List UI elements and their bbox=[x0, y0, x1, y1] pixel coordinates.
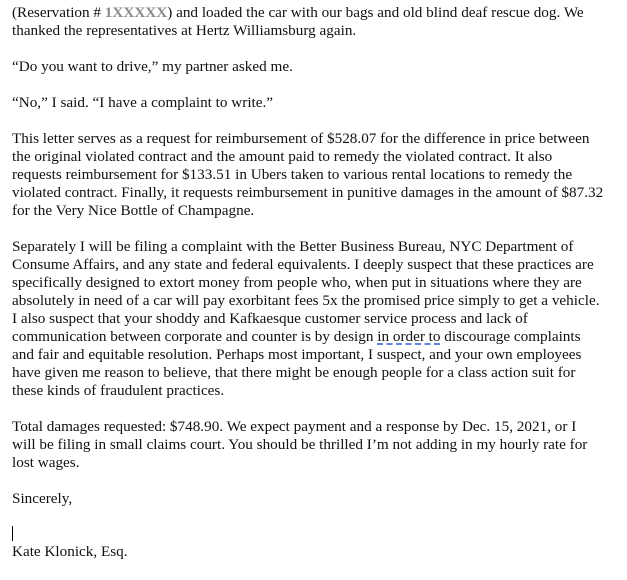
text-line bbox=[12, 328, 617, 346]
text-line: these kinds of fraudulent practices. bbox=[12, 382, 225, 399]
text-line: I also suspect that your shoddy and Kafkaesque customer service process and lack of bbox=[12, 310, 528, 327]
text-line: Consume Affairs, and any state and federal equivalents. I deeply suspect that these practices are bbox=[12, 256, 594, 273]
text-line: thanked the representatives at Hertz Williamsburg again. bbox=[12, 22, 357, 39]
text-cursor bbox=[12, 526, 13, 541]
text-line: violated contract. Finally, it requests reimbursement in punitive damages in the amount of $87.32 bbox=[12, 184, 604, 201]
text-line: “No,” I said. “I have a complaint to write.” bbox=[12, 94, 274, 111]
text-line: “Do you want to drive,” my partner asked me. bbox=[12, 58, 293, 75]
paragraph-dialogue-complaint bbox=[12, 94, 617, 112]
text-line bbox=[12, 4, 617, 22]
text-line: Total damages requested: $748.90. We expect payment and a response by Dec. 15, 2021, or I bbox=[12, 418, 577, 435]
paragraph-total-damages bbox=[12, 418, 617, 472]
closing bbox=[12, 490, 617, 508]
text-run: discourage complaints bbox=[440, 328, 581, 345]
text-line: specifically designed to extort money from people who, when put in situations where they are bbox=[12, 274, 582, 291]
paragraph-reimbursement-request bbox=[12, 130, 617, 220]
text-line: will be filing in small claims court. You should be thrilled I’m not adding in my hourly rate for bbox=[12, 436, 588, 453]
text-line: lost wages. bbox=[12, 454, 80, 471]
closing-text: Sincerely, bbox=[12, 490, 73, 507]
grammar-suggestion-underline[interactable]: in order to bbox=[377, 328, 441, 345]
text-line: Separately I will be filing a complaint with the Better Business Bureau, NYC Department of bbox=[12, 238, 574, 255]
text-line: absolutely in need of a car will pay exorbitant fees 5x the promised price simply to get a vehicle. bbox=[12, 292, 600, 309]
text-line: requests reimbursement for $133.51 in Ubers taken to various rental locations to remedy the bbox=[12, 166, 573, 183]
signature-block bbox=[12, 543, 617, 561]
signature-name: Kate Klonick, Esq. bbox=[12, 543, 128, 560]
paragraph-complaint-filing bbox=[12, 238, 617, 400]
text-run: (Reservation # bbox=[12, 4, 105, 21]
text-run: ) and loaded the car with our bags and old blind deaf rescue dog. We bbox=[167, 4, 584, 21]
redacted-reservation-number: 1XXXXX bbox=[104, 4, 168, 21]
paragraph-reservation bbox=[12, 4, 617, 40]
text-line: the original violated contract and the amount paid to remedy the violated contract. It also bbox=[12, 148, 553, 165]
text-line: have given me reason to believe, that there might be enough people for a class action suit for bbox=[12, 364, 576, 381]
text-line: and fair and equitable resolution. Perhaps most important, I suspect, and your own employees bbox=[12, 346, 582, 363]
text-run: communication between corporate and counter is by design bbox=[12, 328, 378, 345]
text-line: This letter serves as a request for reimbursement of $528.07 for the difference in price between bbox=[12, 130, 590, 147]
document-body[interactable] bbox=[12, 4, 617, 579]
paragraph-dialogue-drive bbox=[12, 58, 617, 76]
text-line: for the Very Nice Bottle of Champagne. bbox=[12, 202, 255, 219]
